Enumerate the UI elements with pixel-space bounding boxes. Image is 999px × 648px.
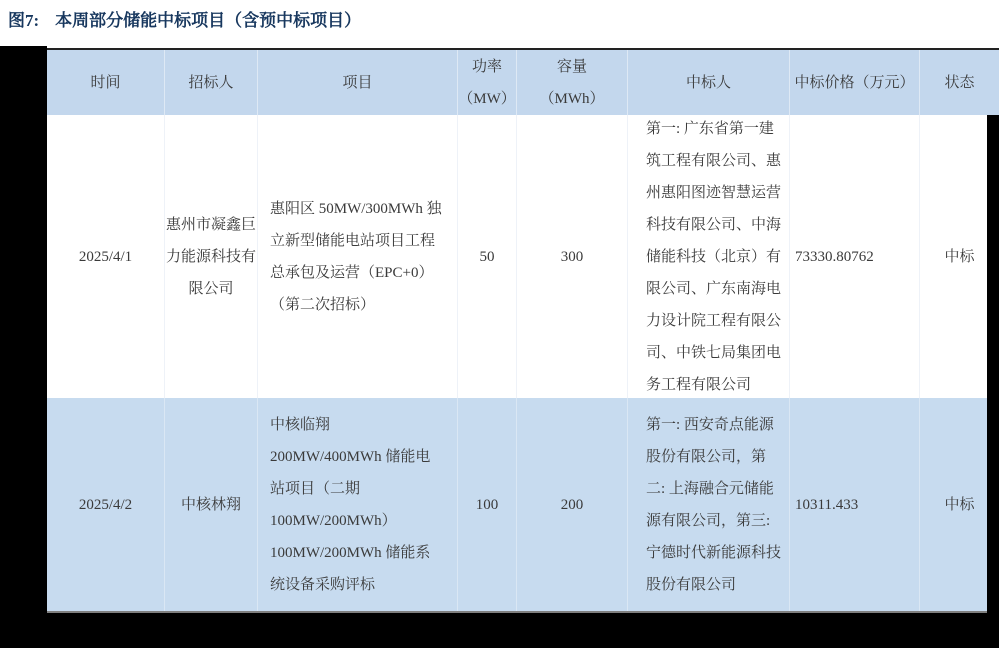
cell-winner: 第一: 广东省第一建筑工程有限公司、惠州惠阳图迹智慧运营科技有限公司、中海储能科技（北京）有限公司、广东南海电力设计院工程有限公司、中铁七局集团电务工程有限公司 xyxy=(628,115,790,398)
bid-projects-table xyxy=(47,48,999,613)
col-header-project xyxy=(258,50,458,115)
table-row xyxy=(47,398,999,613)
cell-time: 2025/4/2 xyxy=(47,398,165,611)
col-header-winner xyxy=(628,50,790,115)
col-header-time xyxy=(47,50,165,115)
col-header-label: 中标人 xyxy=(685,74,731,91)
figure-title xyxy=(8,6,361,31)
cell-price: 10311.433 xyxy=(790,398,920,611)
cell-project: 中核临翔 200MW/400MWh 储能电站项目（二期100MW/200MWh）100MW/200MWh 储能系统设备采购评标 xyxy=(258,398,458,611)
figure-title-text: 本周部分储能中标项目（含预中标项目） xyxy=(55,11,362,30)
col-header-status xyxy=(920,50,999,115)
figure-number-label: 图7: xyxy=(8,11,40,30)
col-header-label: 容量 xyxy=(556,58,587,75)
cell-power: 50 xyxy=(458,115,517,398)
col-header-label: 时间 xyxy=(90,74,121,91)
cell-power: 100 xyxy=(458,398,517,611)
col-header-power-mw xyxy=(458,50,517,115)
col-header-label: 状态 xyxy=(944,74,975,91)
cell-capacity: 300 xyxy=(517,115,628,398)
cell-tenderee: 中核林翔 xyxy=(165,398,258,611)
offpage-area-left xyxy=(0,46,47,648)
col-header-label: 中标价格（万元） xyxy=(794,74,915,91)
cell-capacity: 200 xyxy=(517,398,628,611)
col-header-tenderee xyxy=(165,50,258,115)
col-header-price xyxy=(790,50,920,115)
cell-tenderee: 惠州市凝鑫巨力能源科技有限公司 xyxy=(165,115,258,398)
cell-time: 2025/4/1 xyxy=(47,115,165,398)
col-header-label: 招标人 xyxy=(188,74,234,91)
cell-status: 中标 xyxy=(944,248,975,265)
offpage-area-right xyxy=(987,115,999,648)
cell-winner: 第一: 西安奇点能源股份有限公司，第二: 上海融合元储能源有限公司，第三: 宁德时代新能源科技股份有限公司 xyxy=(628,398,790,611)
col-header-label: 功率 xyxy=(471,58,502,75)
col-header-sublabel: （MW） xyxy=(458,90,516,107)
col-header-capacity-mwh xyxy=(517,50,628,115)
cell-price: 73330.80762 xyxy=(790,115,920,398)
table-header-row xyxy=(47,48,999,115)
col-header-sublabel: （MWh） xyxy=(539,90,605,107)
col-header-label: 项目 xyxy=(342,74,373,91)
cell-status: 中标 xyxy=(944,496,975,513)
table-row xyxy=(47,115,999,398)
offpage-area-bottom xyxy=(0,613,999,648)
cell-project: 惠阳区 50MW/300MWh 独立新型储能电站项目工程总承包及运营（EPC+0）（第二次招标） xyxy=(258,115,458,398)
